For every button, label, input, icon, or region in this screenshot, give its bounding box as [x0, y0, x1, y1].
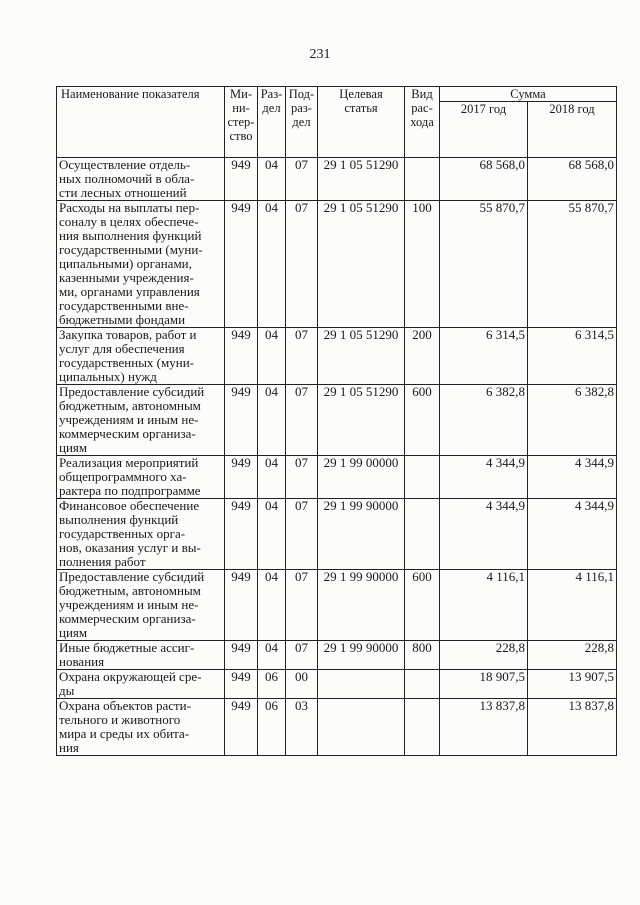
cell-article: 29 1 05 51290	[318, 385, 405, 456]
cell-2017: 13 837,8	[440, 699, 528, 756]
cell-subsection: 03	[286, 699, 318, 756]
table-row	[57, 328, 617, 385]
cell-section: 06	[258, 670, 286, 699]
cell-expense-type	[405, 699, 440, 756]
cell-ministry: 949	[225, 670, 258, 699]
cell-expense-type: 800	[405, 641, 440, 670]
cell-2017: 228,8	[440, 641, 528, 670]
cell-section: 04	[258, 158, 286, 201]
cell-2017: 55 870,7	[440, 201, 528, 328]
cell-subsection: 07	[286, 499, 318, 570]
cell-section: 04	[258, 499, 286, 570]
cell-section: 04	[258, 570, 286, 641]
table-row	[57, 570, 617, 641]
cell-article: 29 1 99 90000	[318, 499, 405, 570]
cell-article: 29 1 05 51290	[318, 328, 405, 385]
cell-name: Охрана окружающей сре- ды	[57, 670, 225, 699]
header-name: Наименование показателя	[57, 87, 225, 158]
cell-article: 29 1 05 51290	[318, 201, 405, 328]
cell-ministry: 949	[225, 456, 258, 499]
cell-subsection: 00	[286, 670, 318, 699]
cell-name: Предоставление субсидий бюджетным, автономным учреждениям и иным не- коммерческим организа- циям	[57, 385, 225, 456]
cell-2017: 68 568,0	[440, 158, 528, 201]
cell-2017: 18 907,5	[440, 670, 528, 699]
table-row	[57, 699, 617, 756]
cell-2018: 4 116,1	[528, 570, 617, 641]
header-expense-type: Вид рас- хода	[405, 87, 440, 158]
budget-table	[56, 86, 617, 756]
cell-subsection: 07	[286, 456, 318, 499]
cell-name: Охрана объектов расти- тельного и животного мира и среды их обита- ния	[57, 699, 225, 756]
cell-2017: 6 382,8	[440, 385, 528, 456]
cell-section: 04	[258, 385, 286, 456]
header-article: Целевая статья	[318, 87, 405, 158]
cell-expense-type	[405, 670, 440, 699]
cell-section: 06	[258, 699, 286, 756]
cell-ministry: 949	[225, 641, 258, 670]
page-number: 231	[309, 47, 331, 62]
table-row	[57, 201, 617, 328]
table-row	[57, 499, 617, 570]
cell-2018: 13 837,8	[528, 699, 617, 756]
cell-subsection: 07	[286, 570, 318, 641]
cell-ministry: 949	[225, 699, 258, 756]
cell-article: 29 1 99 90000	[318, 641, 405, 670]
cell-ministry: 949	[225, 385, 258, 456]
cell-section: 04	[258, 641, 286, 670]
cell-expense-type: 600	[405, 570, 440, 641]
header-ministry: Ми- ни- стер- ство	[225, 87, 258, 158]
header-subsection: Под- раз- дел	[286, 87, 318, 158]
cell-subsection: 07	[286, 158, 318, 201]
cell-name: Закупка товаров, работ и услуг для обеспечения государственных (муни- ципальных) нужд	[57, 328, 225, 385]
cell-ministry: 949	[225, 158, 258, 201]
cell-subsection: 07	[286, 641, 318, 670]
cell-expense-type: 100	[405, 201, 440, 328]
cell-article: 29 1 99 90000	[318, 570, 405, 641]
table-body	[57, 158, 617, 756]
cell-name: Финансовое обеспечение выполнения функций государственных орга- нов, оказания услуг и вы- полнения работ	[57, 499, 225, 570]
cell-subsection: 07	[286, 201, 318, 328]
cell-name: Иные бюджетные ассиг- нования	[57, 641, 225, 670]
header-section: Раз- дел	[258, 87, 286, 158]
cell-expense-type: 200	[405, 328, 440, 385]
cell-article: 29 1 05 51290	[318, 158, 405, 201]
cell-name: Предоставление субсидий бюджетным, автономным учреждениям и иным не- коммерческим организа- циям	[57, 570, 225, 641]
cell-2017: 4 344,9	[440, 456, 528, 499]
table-row	[57, 158, 617, 201]
cell-section: 04	[258, 328, 286, 385]
cell-subsection: 07	[286, 385, 318, 456]
cell-2018: 4 344,9	[528, 456, 617, 499]
cell-ministry: 949	[225, 570, 258, 641]
cell-2018: 6 314,5	[528, 328, 617, 385]
cell-ministry: 949	[225, 328, 258, 385]
table-row	[57, 641, 617, 670]
cell-2018: 55 870,7	[528, 201, 617, 328]
header-year-2017: 2017 год	[440, 102, 528, 158]
cell-2018: 13 907,5	[528, 670, 617, 699]
cell-expense-type	[405, 499, 440, 570]
cell-ministry: 949	[225, 201, 258, 328]
cell-ministry: 949	[225, 499, 258, 570]
header-year-2018: 2018 год	[528, 102, 617, 158]
header-sum: Сумма	[440, 87, 617, 102]
cell-article	[318, 670, 405, 699]
cell-2018: 228,8	[528, 641, 617, 670]
cell-subsection: 07	[286, 328, 318, 385]
cell-name: Реализация мероприятий общепрограммного ха- рактера по подпрограмме	[57, 456, 225, 499]
cell-section: 04	[258, 456, 286, 499]
table-row	[57, 670, 617, 699]
cell-2018: 68 568,0	[528, 158, 617, 201]
cell-expense-type: 600	[405, 385, 440, 456]
cell-2018: 6 382,8	[528, 385, 617, 456]
cell-name: Расходы на выплаты пер- соналу в целях обеспече- ния выполнения функций государственными (муни- ципальными) органами, казенными учреждения- ми, органами управления государственными вне- бюджетными фондами	[57, 201, 225, 328]
cell-name: Осуществление отдель- ных полномочий в обла- сти лесных отношений	[57, 158, 225, 201]
table-row	[57, 385, 617, 456]
cell-2017: 4 116,1	[440, 570, 528, 641]
cell-expense-type	[405, 456, 440, 499]
cell-article	[318, 699, 405, 756]
cell-section: 04	[258, 201, 286, 328]
table-row	[57, 456, 617, 499]
cell-2017: 6 314,5	[440, 328, 528, 385]
cell-2018: 4 344,9	[528, 499, 617, 570]
cell-2017: 4 344,9	[440, 499, 528, 570]
cell-expense-type	[405, 158, 440, 201]
cell-article: 29 1 99 00000	[318, 456, 405, 499]
